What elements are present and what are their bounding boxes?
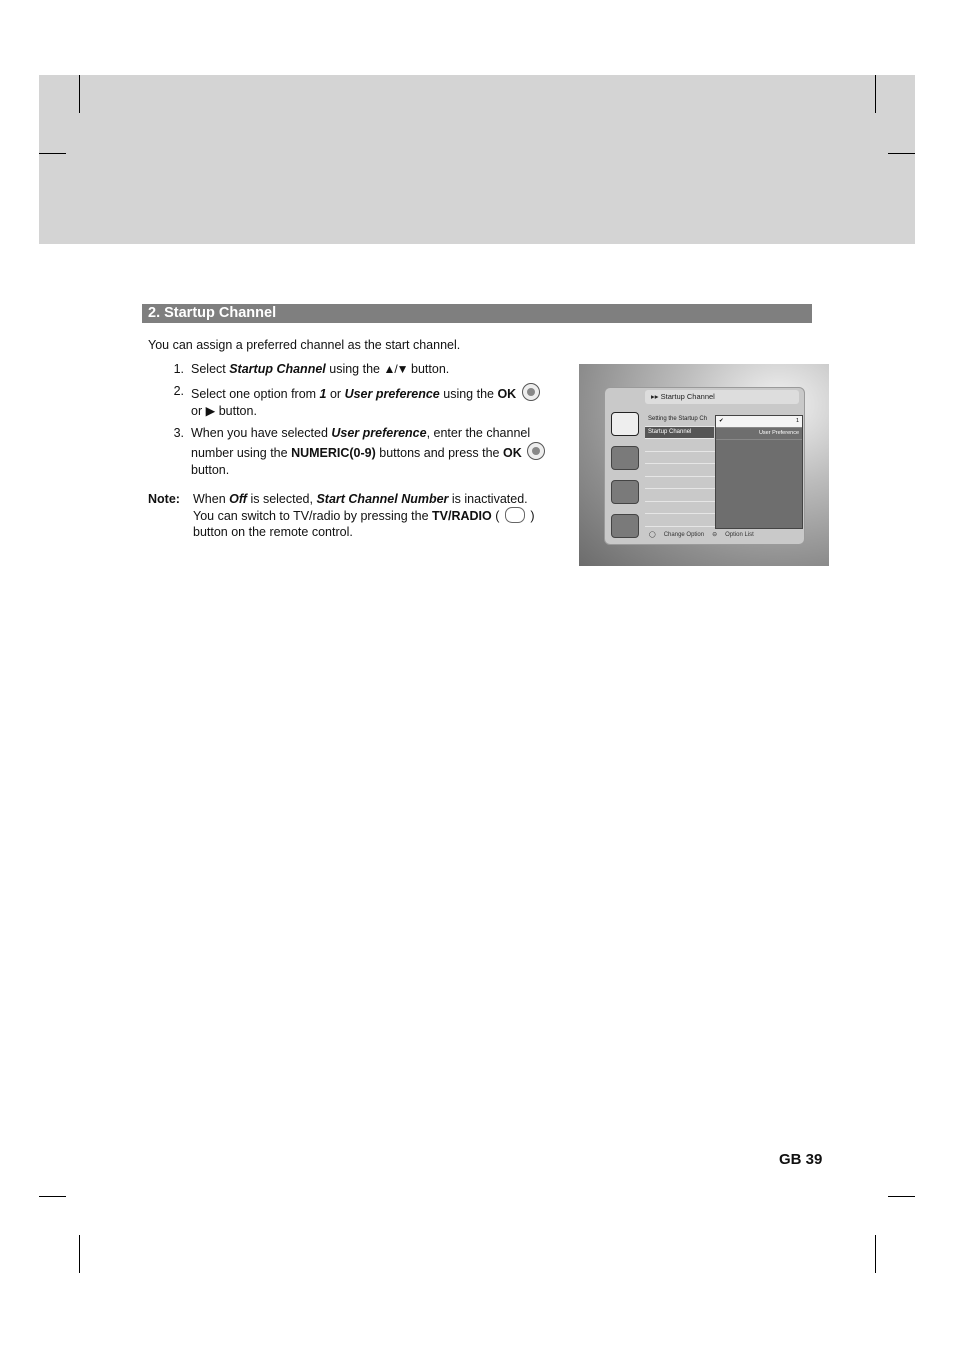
osd-option-dropdown (715, 415, 803, 529)
crop-mark (79, 1235, 80, 1273)
section-title: 2. Startup Channel (142, 304, 812, 323)
step-1: 1. Select Startup Channel using the ▲/▼ button. (173, 362, 450, 376)
osd-row: Setting the Startup Ch (645, 414, 801, 427)
double-arrow-icon: ▸▸ (651, 392, 661, 401)
check-icon: ✔ (719, 418, 724, 424)
step-3: 3. When you have selected User preference, enter the channel number using the NUMERIC(0-9) buttons and press the OK button. (148, 425, 568, 479)
osd-row-selected: Startup Channel (645, 427, 714, 440)
crop-mark (888, 1196, 915, 1197)
osd-category-icons (609, 406, 639, 540)
tv-icon (611, 480, 639, 504)
osd-dropdown-option: User Preference (716, 428, 802, 440)
crop-mark (39, 153, 66, 154)
osd-dropdown-option: ✔ 1 (716, 416, 802, 428)
option-list-icon: ⊖ (712, 532, 718, 538)
crop-mark (79, 75, 80, 113)
ok-button-icon (527, 442, 545, 460)
crop-mark (888, 153, 915, 154)
osd-menu-panel (604, 387, 805, 545)
crop-mark (39, 1196, 66, 1197)
osd-screenshot (579, 364, 829, 566)
tools-icon (611, 514, 639, 538)
step-2: 2. Select one option from 1 or User preference using the OK or ▶ button. (148, 383, 568, 420)
intro-text: You can assign a preferred channel as the start channel. (148, 338, 461, 352)
ok-icon: ◯ (649, 532, 656, 538)
tv-radio-button-icon (505, 507, 525, 523)
settings-icon (611, 446, 639, 470)
ok-button-icon (522, 383, 540, 401)
crop-mark (875, 1235, 876, 1273)
note: Note: When Off is selected, Start Channel Number is inactivated. You can switch to TV/radio by pressing the TV/RADIO ( ) button on the remote control. (148, 492, 535, 539)
osd-footer: ◯ Change Option ⊖ Option List (649, 532, 754, 538)
installation-icon (611, 412, 639, 436)
header-band (39, 75, 915, 244)
right-arrow-icon: ▶ (205, 404, 216, 418)
page-number: GB 39 (779, 1151, 823, 1168)
up-down-arrow-icon: ▲/▼ (383, 362, 408, 376)
osd-title: ▸▸ Startup Channel (651, 392, 715, 401)
steps-list (148, 361, 568, 484)
crop-mark (875, 75, 876, 113)
